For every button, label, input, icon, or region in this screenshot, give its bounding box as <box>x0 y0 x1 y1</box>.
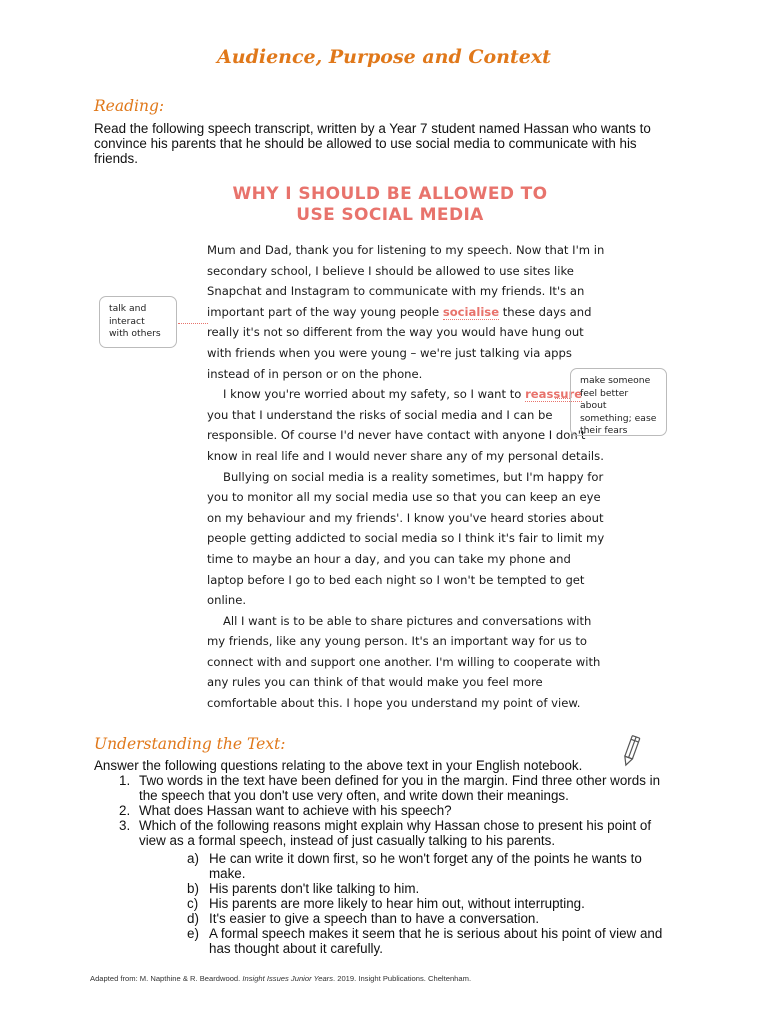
margin-note-reassure: make someone feel better about something; ease their fears <box>570 368 667 436</box>
option-text: His parents don't like talking to him. <box>209 881 420 896</box>
option-text: His parents are more likely to hear him out, without interrupting. <box>209 896 585 911</box>
article-title <box>180 184 600 226</box>
speech-paragraph-1 <box>207 240 607 384</box>
option-letter: e) <box>187 926 199 941</box>
speech-paragraph-2 <box>207 384 607 466</box>
note-connector <box>178 323 208 324</box>
speech-body <box>207 240 607 714</box>
question-text: What does Hassan want to achieve with his speech? <box>139 803 452 818</box>
speech-paragraph-3: Bullying on social media is a reality sometimes, but I'm happy for you to monitor all my social media use so that you can keep an eye on my behaviour and my friends'. I know you've heard stories about people getting addicted to social media so I think it's fair to limit my time to maybe an hour a day, and you can take my phone and laptop before I go to bed each night so I won't be tempted to get online. <box>207 469 605 608</box>
option-text: It's easier to give a speech than to have a conversation. <box>209 911 540 926</box>
speech-text: Mum and Dad, thank you for listening to my speech. Now that I'm in secondary school, I believe I should be allowed to use sites like Snapchat and Instagram to communicate with my friends. It's an important part of the way young people <box>207 243 605 319</box>
question-item <box>119 818 679 848</box>
question-text: Which of the following reasons might explain why Hassan chose to present his point of view as a formal speech, instead of just casually talking to his parents. <box>139 818 652 848</box>
question-list <box>119 773 679 848</box>
question-text: Two words in the text have been defined for you in the margin. Find three other words in the speech that you don't use very often, and write down their meanings. <box>139 773 661 803</box>
citation-book: Insight Issues Junior Years <box>242 974 334 983</box>
article-title-line2: USE SOCIAL MEDIA <box>296 205 484 225</box>
answer-options <box>187 851 679 956</box>
speech-text: you that I understand the risks of social media and I can be responsible. Of course I'd never have contact with anyone I don't know in real life and I would never share any of my personal details. <box>207 407 604 463</box>
citation-prefix: Adapted from: M. Napthine & R. Beardwood. <box>90 974 243 983</box>
option-letter: b) <box>187 881 199 896</box>
option-item <box>187 896 679 911</box>
article-title-line1: WHY I SHOULD BE ALLOWED TO <box>232 184 548 204</box>
question-number: 2. <box>119 803 131 818</box>
question-number: 1. <box>119 773 131 788</box>
source-citation <box>90 974 471 983</box>
question-item <box>119 773 679 803</box>
option-text: A formal speech makes it seem that he is serious about his point of view and has thought about it carefully. <box>209 926 663 956</box>
speech-text: I know you're worried about my safety, so I want to <box>223 387 526 402</box>
question-number: 3. <box>119 818 131 833</box>
option-item <box>187 881 679 896</box>
keyword-socialise: socialise <box>442 304 500 319</box>
option-item <box>187 926 679 956</box>
margin-note-socialise: talk and interact with others <box>99 296 177 348</box>
reading-intro: Read the following speech transcript, written by a Year 7 student named Hassan who wants to convince his parents that he should be allowed to use social media to communicate with his friends. <box>94 121 651 166</box>
note-connector <box>555 398 570 399</box>
question-item <box>119 803 679 818</box>
understanding-instruction: Answer the following questions relating to the above text in your English notebook. <box>94 758 583 773</box>
option-item <box>187 851 679 881</box>
understanding-heading: Understanding the Text: <box>94 735 286 753</box>
option-text: He can write it down first, so he won't forget any of the points he wants to make. <box>209 851 642 881</box>
reading-heading: Reading: <box>94 97 165 115</box>
citation-suffix: . 2019. Insight Publications. Cheltenham. <box>333 974 472 983</box>
speech-paragraph-4: All I want is to be able to share pictures and conversations with my friends, like any young person. It's an important way for us to connect with and support one another. I'm willing to cooperate with any rules you can think of that would make you feel more comfortable about this. I hope you understand my point of view. <box>207 613 601 711</box>
speech-text: these days and really it's not so different from the way you would have hung out with friends when you were young – we're just talking via apps instead of in person or on the phone. <box>207 304 592 381</box>
option-letter: d) <box>187 911 199 926</box>
page-title: Audience, Purpose and Context <box>217 46 551 68</box>
option-letter: c) <box>187 896 199 911</box>
option-letter: a) <box>187 851 199 866</box>
keyword-reassure: reassure <box>525 387 583 402</box>
option-item <box>187 911 679 926</box>
